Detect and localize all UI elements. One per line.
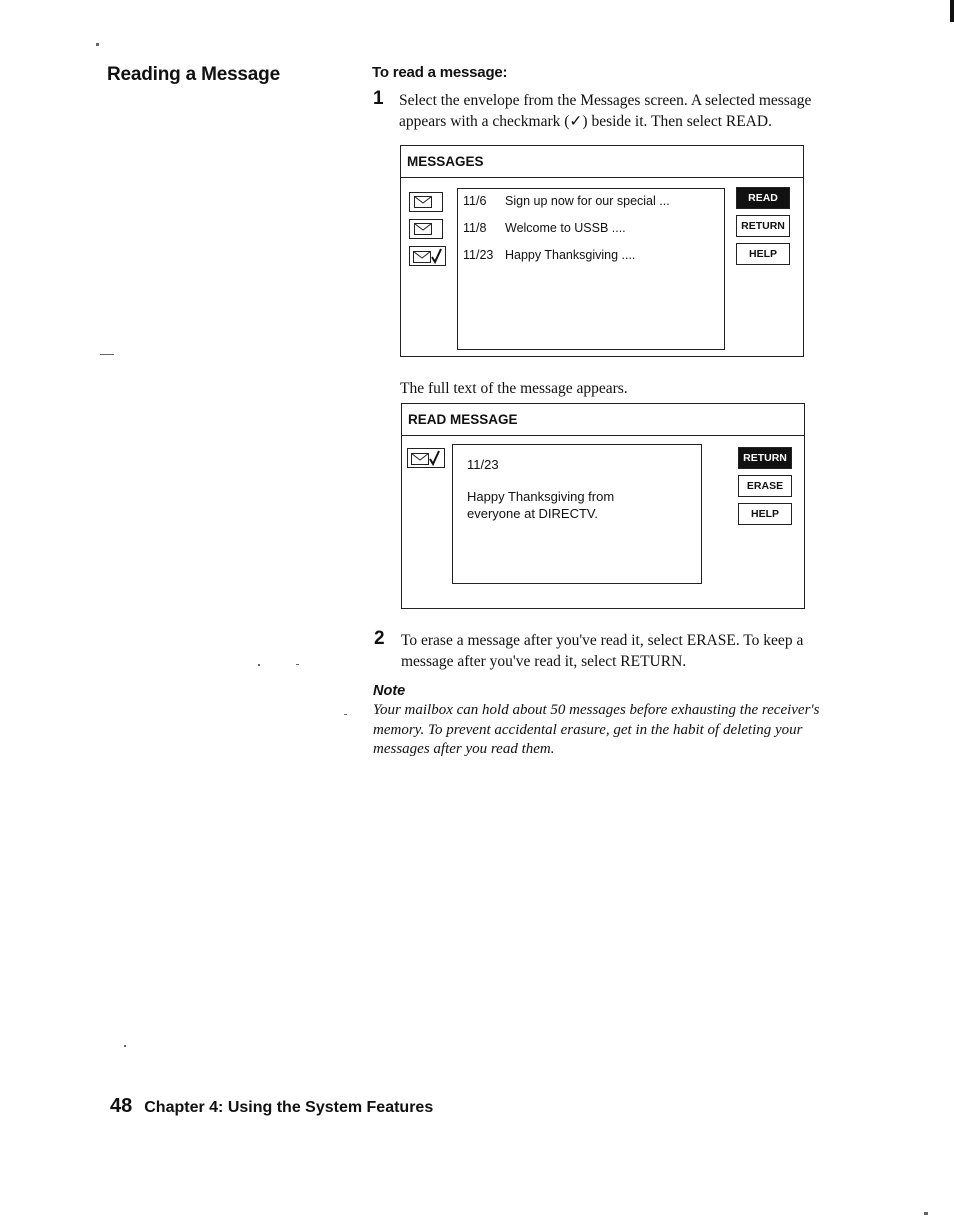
message-list <box>457 188 725 350</box>
message-body-line: everyone at DIRECTV. <box>467 506 599 521</box>
read-message-screen-title: READ MESSAGE <box>408 412 518 427</box>
full-text-caption: The full text of the message appears. <box>400 380 628 397</box>
section-title: Reading a Message <box>107 64 280 85</box>
help-button[interactable]: HELP <box>736 243 790 265</box>
message-body-line: Happy Thanksgiving from <box>467 489 615 504</box>
envelope-checked-icon[interactable] <box>409 246 446 266</box>
erase-button[interactable]: ERASE <box>738 475 792 497</box>
page-number: 48 <box>110 1095 133 1117</box>
envelope-icon[interactable] <box>409 219 443 239</box>
step-1-text: Select the envelope from the Messages screen. A selected message appears with a checkmark (✓) beside it. Then select READ. <box>399 92 812 130</box>
step-2-text: To erase a message after you've read it, select ERASE. To keep a message after you've read it, select RETURN. <box>401 632 804 670</box>
page-edge-mark <box>950 0 954 22</box>
return-button[interactable]: RETURN <box>736 215 790 237</box>
note-title: Note <box>373 683 406 699</box>
scan-speck <box>100 354 114 355</box>
read-button[interactable]: READ <box>736 187 790 209</box>
scan-speck <box>124 1045 126 1047</box>
message-date: 11/23 <box>467 457 499 472</box>
scan-speck <box>258 664 260 666</box>
scan-speck <box>924 1212 928 1215</box>
read-message-screen <box>401 403 805 609</box>
procedure-title: To read a message: <box>372 64 508 81</box>
scan-speck <box>344 714 347 715</box>
note-text: Your mailbox can hold about 50 messages before exhausting the receiver's memory. To prevent accidental erasure, get in the habit of deleting your messages after you read them. <box>373 702 820 757</box>
message-row[interactable]: 11/23 Happy Thanksgiving .... <box>463 248 636 262</box>
envelope-checked-icon <box>407 448 445 468</box>
messages-screen <box>400 145 804 357</box>
chapter-title: Chapter 4: Using the System Features <box>144 1099 434 1116</box>
step-2-number: 2 <box>374 628 385 649</box>
message-row[interactable]: 11/8 Welcome to USSB .... <box>463 221 626 235</box>
return-button[interactable]: RETURN <box>738 447 792 469</box>
step-1-number: 1 <box>373 88 384 109</box>
message-row[interactable]: 11/6 Sign up now for our special ... <box>463 194 670 208</box>
page-footer <box>110 1095 433 1118</box>
scan-speck <box>96 43 99 46</box>
envelope-icon[interactable] <box>409 192 443 212</box>
scan-speck <box>296 664 299 665</box>
messages-screen-title: MESSAGES <box>407 154 484 169</box>
help-button[interactable]: HELP <box>738 503 792 525</box>
